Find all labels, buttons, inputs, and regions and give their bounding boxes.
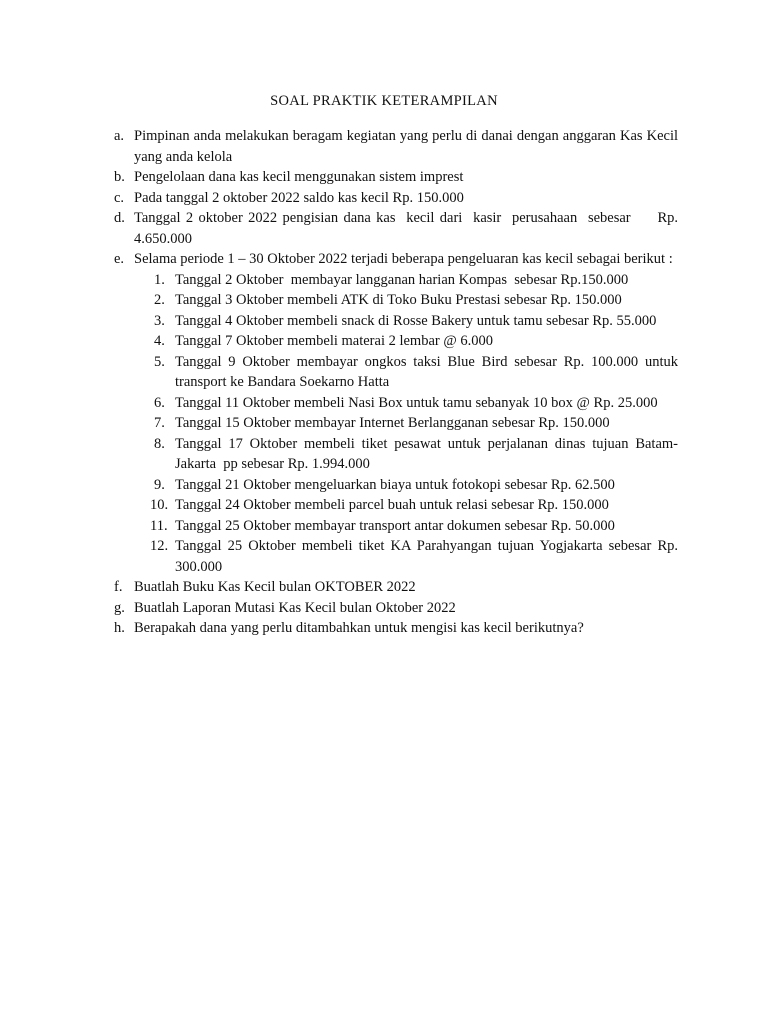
- expense-text: Tanggal 25 Oktober membeli tiket KA Parahyangan tujuan Yogjakarta sebesar Rp. 300.000: [175, 538, 678, 575]
- list-item-h: [114, 618, 678, 639]
- expense-number: 6.: [154, 394, 165, 411]
- expense-text: Tanggal 24 Oktober membeli parcel buah untuk relasi sebesar Rp. 150.000: [175, 497, 609, 513]
- expense-number: 12.: [150, 538, 169, 554]
- expense-item: [154, 331, 678, 352]
- expense-item: [154, 311, 678, 332]
- expense-number: 9.: [154, 476, 165, 493]
- expense-item: [154, 352, 678, 393]
- list-marker: a.: [114, 128, 125, 144]
- expense-text: Tanggal 3 Oktober membeli ATK di Toko Buku Prestasi sebesar Rp. 150.000: [175, 292, 622, 308]
- list-item-text: Buatlah Laporan Mutasi Kas Kecil bulan Oktober 2022: [134, 599, 456, 616]
- expense-number: 5.: [154, 353, 165, 370]
- expense-text: Tanggal 7 Oktober membeli materai 2 lembar @ 6.000: [175, 333, 493, 349]
- list-item-b: [114, 167, 678, 188]
- expense-item: [150, 495, 678, 516]
- expense-number: 11.: [150, 517, 168, 534]
- expense-item: [154, 393, 678, 414]
- expense-item: [154, 270, 678, 291]
- list-item-text: Pengelolaan dana kas kecil menggunakan sistem imprest: [134, 169, 464, 185]
- expense-item: [154, 434, 678, 475]
- list-item-g: [114, 598, 678, 619]
- expense-text: Tanggal 21 Oktober mengeluarkan biaya untuk fotokopi sebesar Rp. 62.500: [175, 476, 615, 493]
- list-item-text: Tanggal 2 oktober 2022 pengisian dana kas kecil dari kasir perusahaan sebesar Rp. 4.650.000: [134, 210, 682, 247]
- expense-number: 2.: [154, 292, 165, 308]
- expense-text: Tanggal 11 Oktober membeli Nasi Box untuk tamu sebanyak 10 box @ Rp. 25.000: [175, 394, 658, 411]
- expense-number: 1.: [154, 271, 165, 288]
- list-marker: h.: [114, 620, 125, 636]
- list-item-text: Pada tanggal 2 oktober 2022 saldo kas kecil Rp. 150.000: [134, 189, 464, 206]
- list-item-text: Berapakah dana yang perlu ditambahkan untuk mengisi kas kecil berikutnya?: [134, 620, 584, 636]
- expense-text: Tanggal 17 Oktober membeli tiket pesawat untuk perjalanan dinas tujuan Batam-Jakarta pp sebesar Rp. 1.994.000: [175, 435, 678, 472]
- expense-number: 10.: [150, 497, 169, 513]
- list-item-text: Selama periode 1 – 30 Oktober 2022 terjadi beberapa pengeluaran kas kecil sebagai berikut :: [134, 251, 673, 267]
- list-item-e: [114, 249, 678, 270]
- expense-item: [154, 413, 678, 434]
- list-marker: e.: [114, 251, 125, 267]
- expense-text: Tanggal 2 Oktober membayar langganan harian Kompas sebesar Rp.150.000: [175, 271, 629, 288]
- expense-text: Tanggal 4 Oktober membeli snack di Rosse Bakery untuk tamu sebesar Rp. 55.000: [175, 312, 657, 329]
- expense-number: 8.: [154, 435, 165, 452]
- expense-item: [154, 475, 678, 496]
- list-item-text: Buatlah Buku Kas Kecil bulan OKTOBER 2022: [134, 579, 416, 595]
- list-item-f: [114, 577, 678, 598]
- list-marker: g.: [114, 599, 125, 616]
- list-marker: d.: [114, 210, 125, 226]
- expense-text: Tanggal 9 Oktober membayar ongkos taksi Blue Bird sebesar Rp. 100.000 untuk transport ke Bandara Soekarno Hatta: [175, 353, 678, 390]
- expense-item: [150, 516, 678, 537]
- list-item-d: [114, 208, 682, 249]
- expense-text: Tanggal 15 Oktober membayar Internet Berlangganan sebesar Rp. 150.000: [175, 415, 610, 431]
- list-marker: f.: [114, 579, 123, 595]
- expense-number: 7.: [154, 415, 165, 431]
- expense-list: [150, 270, 678, 578]
- expense-number: 3.: [154, 312, 165, 329]
- expense-text: Tanggal 25 Oktober membayar transport antar dokumen sebesar Rp. 50.000: [175, 517, 615, 534]
- document-title: SOAL PRAKTIK KETERAMPILAN: [270, 93, 498, 109]
- list-item-text: Pimpinan anda melakukan beragam kegiatan yang perlu di danai dengan anggaran Kas Kecil yang anda kelola: [134, 128, 678, 165]
- expense-item: [150, 536, 678, 577]
- list-item-a: [114, 126, 678, 167]
- expense-number: 4.: [154, 333, 165, 349]
- expense-item: [154, 290, 678, 311]
- list-marker: b.: [114, 169, 125, 185]
- question-list: [114, 126, 682, 639]
- list-item-c: [114, 188, 678, 209]
- list-marker: c.: [114, 189, 125, 206]
